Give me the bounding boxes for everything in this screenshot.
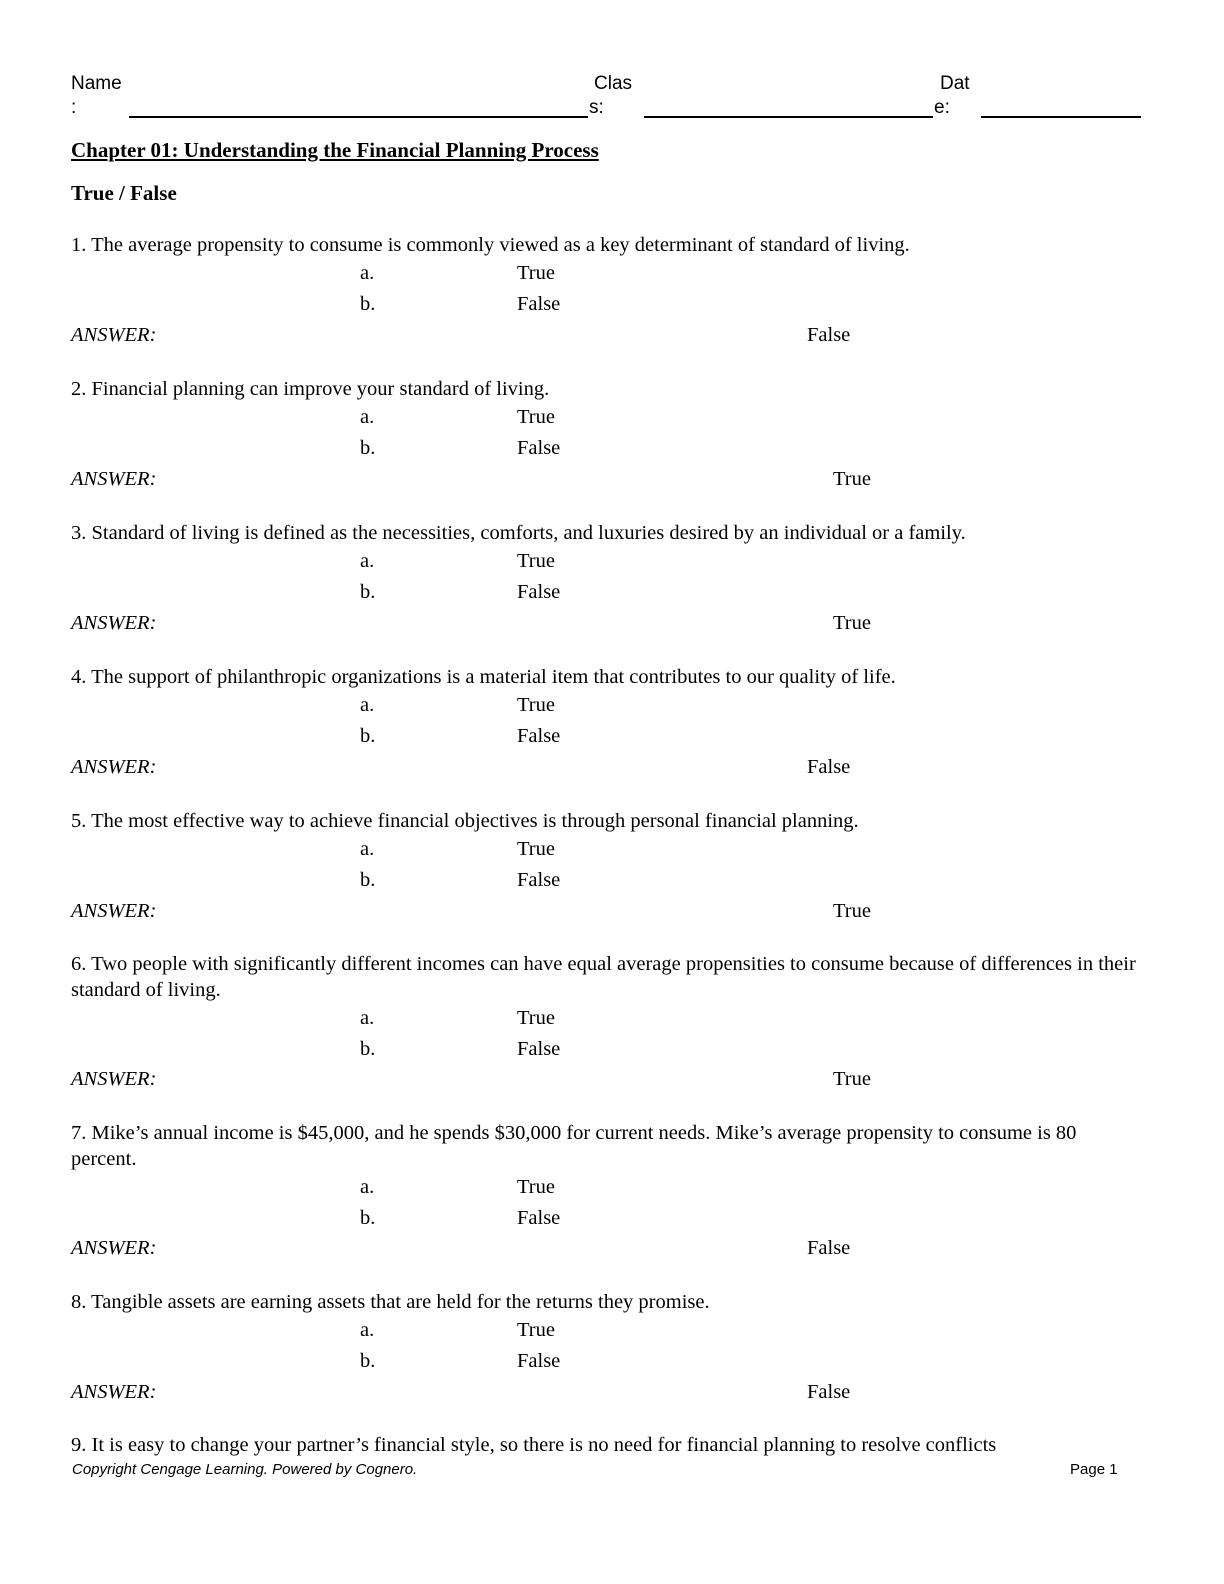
answer-value: False [807, 1237, 851, 1259]
question-7 [71, 1120, 1146, 1280]
answer-value: True [833, 468, 871, 490]
question-text: 8. Tangible assets are earning assets that are held for the returns they promise. [71, 1291, 710, 1313]
option-a-text[interactable]: True [517, 1319, 555, 1341]
date-field-line[interactable] [981, 116, 1141, 118]
option-a-letter: a. [360, 1176, 375, 1198]
option-a-letter: a. [360, 1007, 375, 1029]
chapter-title: Chapter 01: Understanding the Financial Planning Process [71, 138, 599, 162]
question-1 [71, 232, 1146, 362]
question-text: 9. It is easy to change your partner’s financial style, so there is no need for financial planning to resolve conflicts [71, 1434, 997, 1456]
answer-value: False [807, 1381, 851, 1403]
option-a-letter: a. [360, 1319, 375, 1341]
question-4 [71, 664, 1146, 794]
name-field-line[interactable] [129, 116, 588, 118]
option-a-text[interactable]: True [517, 694, 555, 716]
answer-label: ANSWER: [71, 1237, 157, 1259]
answer-value: False [807, 324, 851, 346]
option-b-letter: b. [360, 869, 376, 891]
question-5 [71, 808, 1146, 938]
option-a-text[interactable]: True [517, 1007, 555, 1029]
answer-value: True [833, 1068, 871, 1090]
question-3 [71, 520, 1146, 650]
answer-label: ANSWER: [71, 612, 157, 634]
option-a-letter: a. [360, 694, 375, 716]
option-a-letter: a. [360, 550, 375, 572]
option-b-text[interactable]: False [517, 1350, 561, 1372]
question-text: 3. Standard of living is defined as the necessities, comforts, and luxuries desired by an individual or a family. [71, 522, 966, 544]
option-b-text[interactable]: False [517, 293, 561, 315]
option-b-letter: b. [360, 437, 376, 459]
answer-value: True [833, 900, 871, 922]
answer-label: ANSWER: [71, 468, 157, 490]
option-b-letter: b. [360, 581, 376, 603]
answer-label: ANSWER: [71, 324, 157, 346]
date-label: Dat [940, 73, 970, 94]
footer-page-number: Page 1 [1070, 1461, 1118, 1478]
option-a-text[interactable]: True [517, 838, 555, 860]
option-a-text[interactable]: True [517, 1176, 555, 1198]
option-b-letter: b. [360, 1038, 376, 1060]
option-b-letter: b. [360, 1207, 376, 1229]
option-b-text[interactable]: False [517, 1207, 561, 1229]
option-b-letter: b. [360, 293, 376, 315]
answer-label: ANSWER: [71, 900, 157, 922]
question-text: 6. Two people with significantly different incomes can have equal average propensities to consume because of differences in their standard of living. [71, 953, 1136, 1001]
question-8 [71, 1289, 1146, 1419]
option-a-text[interactable]: True [517, 550, 555, 572]
question-2 [71, 376, 1146, 506]
option-a-text[interactable]: True [517, 262, 555, 284]
option-a-letter: a. [360, 406, 375, 428]
question-text: 5. The most effective way to achieve financial objectives is through personal financial planning. [71, 810, 859, 832]
answer-label: ANSWER: [71, 1068, 157, 1090]
option-a-letter: a. [360, 838, 375, 860]
option-b-text[interactable]: False [517, 869, 561, 891]
footer-copyright: Copyright Cengage Learning. Powered by Cognero. [72, 1461, 418, 1478]
question-text: 7. Mike’s annual income is $45,000, and he spends $30,000 for current needs. Mike’s average propensity to consume is 80 percent. [71, 1122, 1077, 1170]
option-a-text[interactable]: True [517, 406, 555, 428]
name-label: Name [71, 73, 122, 94]
question-text: 2. Financial planning can improve your standard of living. [71, 378, 550, 400]
question-6 [71, 951, 1146, 1111]
option-a-letter: a. [360, 262, 375, 284]
question-text: 4. The support of philanthropic organizations is a material item that contributes to our quality of life. [71, 666, 896, 688]
section-title: True / False [71, 181, 177, 205]
question-9 [71, 1432, 1146, 1462]
option-b-letter: b. [360, 725, 376, 747]
option-b-letter: b. [360, 1350, 376, 1372]
name-label-colon: : [71, 97, 77, 118]
class-label: Clas [594, 73, 633, 94]
class-label-suffix: s: [589, 97, 604, 118]
option-b-text[interactable]: False [517, 437, 561, 459]
answer-value: False [807, 756, 851, 778]
option-b-text[interactable]: False [517, 725, 561, 747]
answer-value: True [833, 612, 871, 634]
option-b-text[interactable]: False [517, 581, 561, 603]
answer-label: ANSWER: [71, 756, 157, 778]
answer-label: ANSWER: [71, 1381, 157, 1403]
date-label-suffix: e: [934, 97, 950, 118]
class-field-line[interactable] [644, 116, 933, 118]
option-b-text[interactable]: False [517, 1038, 561, 1060]
question-text: 1. The average propensity to consume is commonly viewed as a key determinant of standard of living. [71, 234, 910, 256]
